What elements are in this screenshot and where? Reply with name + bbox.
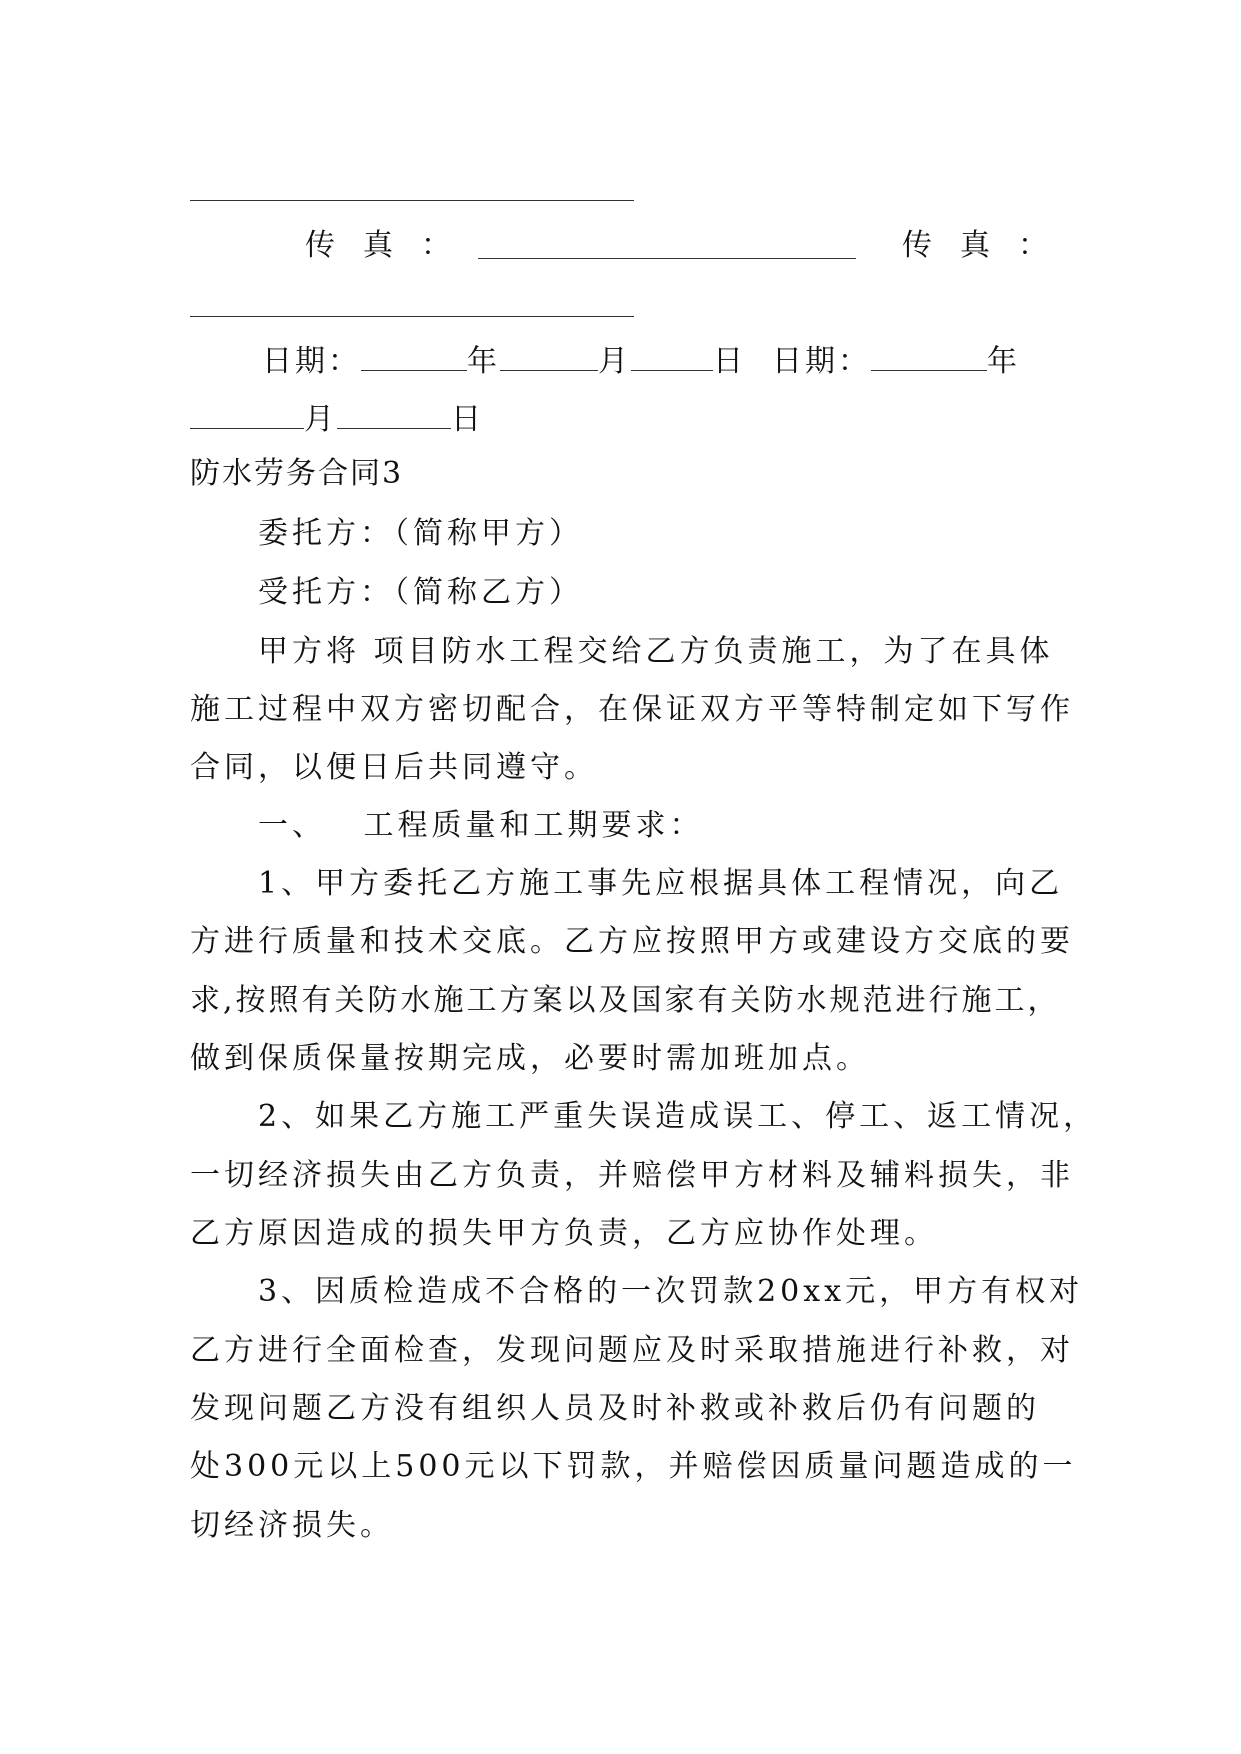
date2-label: 日期： bbox=[772, 344, 871, 379]
item3-line: 切经济损失。 bbox=[190, 1508, 394, 1543]
fax-label-left: 传 真 ： bbox=[305, 228, 451, 263]
day-blank-2 bbox=[337, 398, 451, 429]
month-blank-2 bbox=[190, 398, 304, 429]
item2-line: 一切经济损失由乙方负责，并赔偿甲方材料及辅料损失，非 bbox=[190, 1158, 1074, 1193]
item3-line: 发现问题乙方没有组织人员及时补救或补救后仍有问题的 bbox=[190, 1391, 1040, 1426]
item3-line: 乙方进行全面检查，发现问题应及时采取措施进行补救，对 bbox=[190, 1333, 1074, 1368]
trustee-party: 受托方：（简称乙方） bbox=[258, 575, 583, 610]
fax-blank-continued bbox=[190, 316, 634, 317]
intro-line: 施工过程中双方密切配合，在保证双方平等特制定如下写作 bbox=[190, 692, 1074, 727]
item1-line: 方进行质量和技术交底。乙方应按照甲方或建设方交底的要 bbox=[190, 924, 1074, 959]
item3-line: 3、因质检造成不合格的一次罚款20xx元，甲方有权对 bbox=[258, 1274, 1084, 1309]
item1-line: 做到保质保量按期完成，必要时需加班加点。 bbox=[190, 1041, 870, 1076]
item3-line: 处300元以上500元以下罚款，并赔偿因质量问题造成的一 bbox=[190, 1449, 1077, 1484]
year-blank bbox=[361, 340, 467, 371]
contract-title: 防水劳务合同3 bbox=[190, 456, 404, 491]
date-row-continued: 月 日 bbox=[190, 398, 484, 440]
month-blank bbox=[500, 340, 598, 371]
item1-line: 1、甲方委托乙方施工事先应根据具体工程情况，向乙 bbox=[258, 866, 1064, 901]
date1-label: 日期： bbox=[262, 344, 361, 379]
entrust-party: 委托方：（简称甲方） bbox=[258, 516, 583, 551]
intro-line: 甲方将 项目防水工程交给乙方负责施工，为了在具体 bbox=[258, 634, 1054, 669]
item1-line: 求,按照有关防水施工方案以及国家有关防水规范进行施工， bbox=[190, 983, 1061, 1018]
day-blank bbox=[631, 340, 713, 371]
blank-line bbox=[190, 200, 634, 201]
year-blank-2 bbox=[871, 340, 987, 371]
fax-blank-left bbox=[478, 258, 856, 259]
intro-line: 合同，以便日后共同遵守。 bbox=[190, 750, 598, 785]
date-row: 日期： 年 月 日 日期： 年 bbox=[262, 340, 1020, 382]
fax-label-right: 传 真 ： bbox=[902, 228, 1048, 263]
item2-line: 2、如果乙方施工严重失误造成误工、停工、返工情况， bbox=[258, 1099, 1098, 1134]
section1-heading: 一、 工程质量和工期要求： bbox=[258, 808, 704, 843]
item2-line: 乙方原因造成的损失甲方负责，乙方应协作处理。 bbox=[190, 1216, 938, 1251]
